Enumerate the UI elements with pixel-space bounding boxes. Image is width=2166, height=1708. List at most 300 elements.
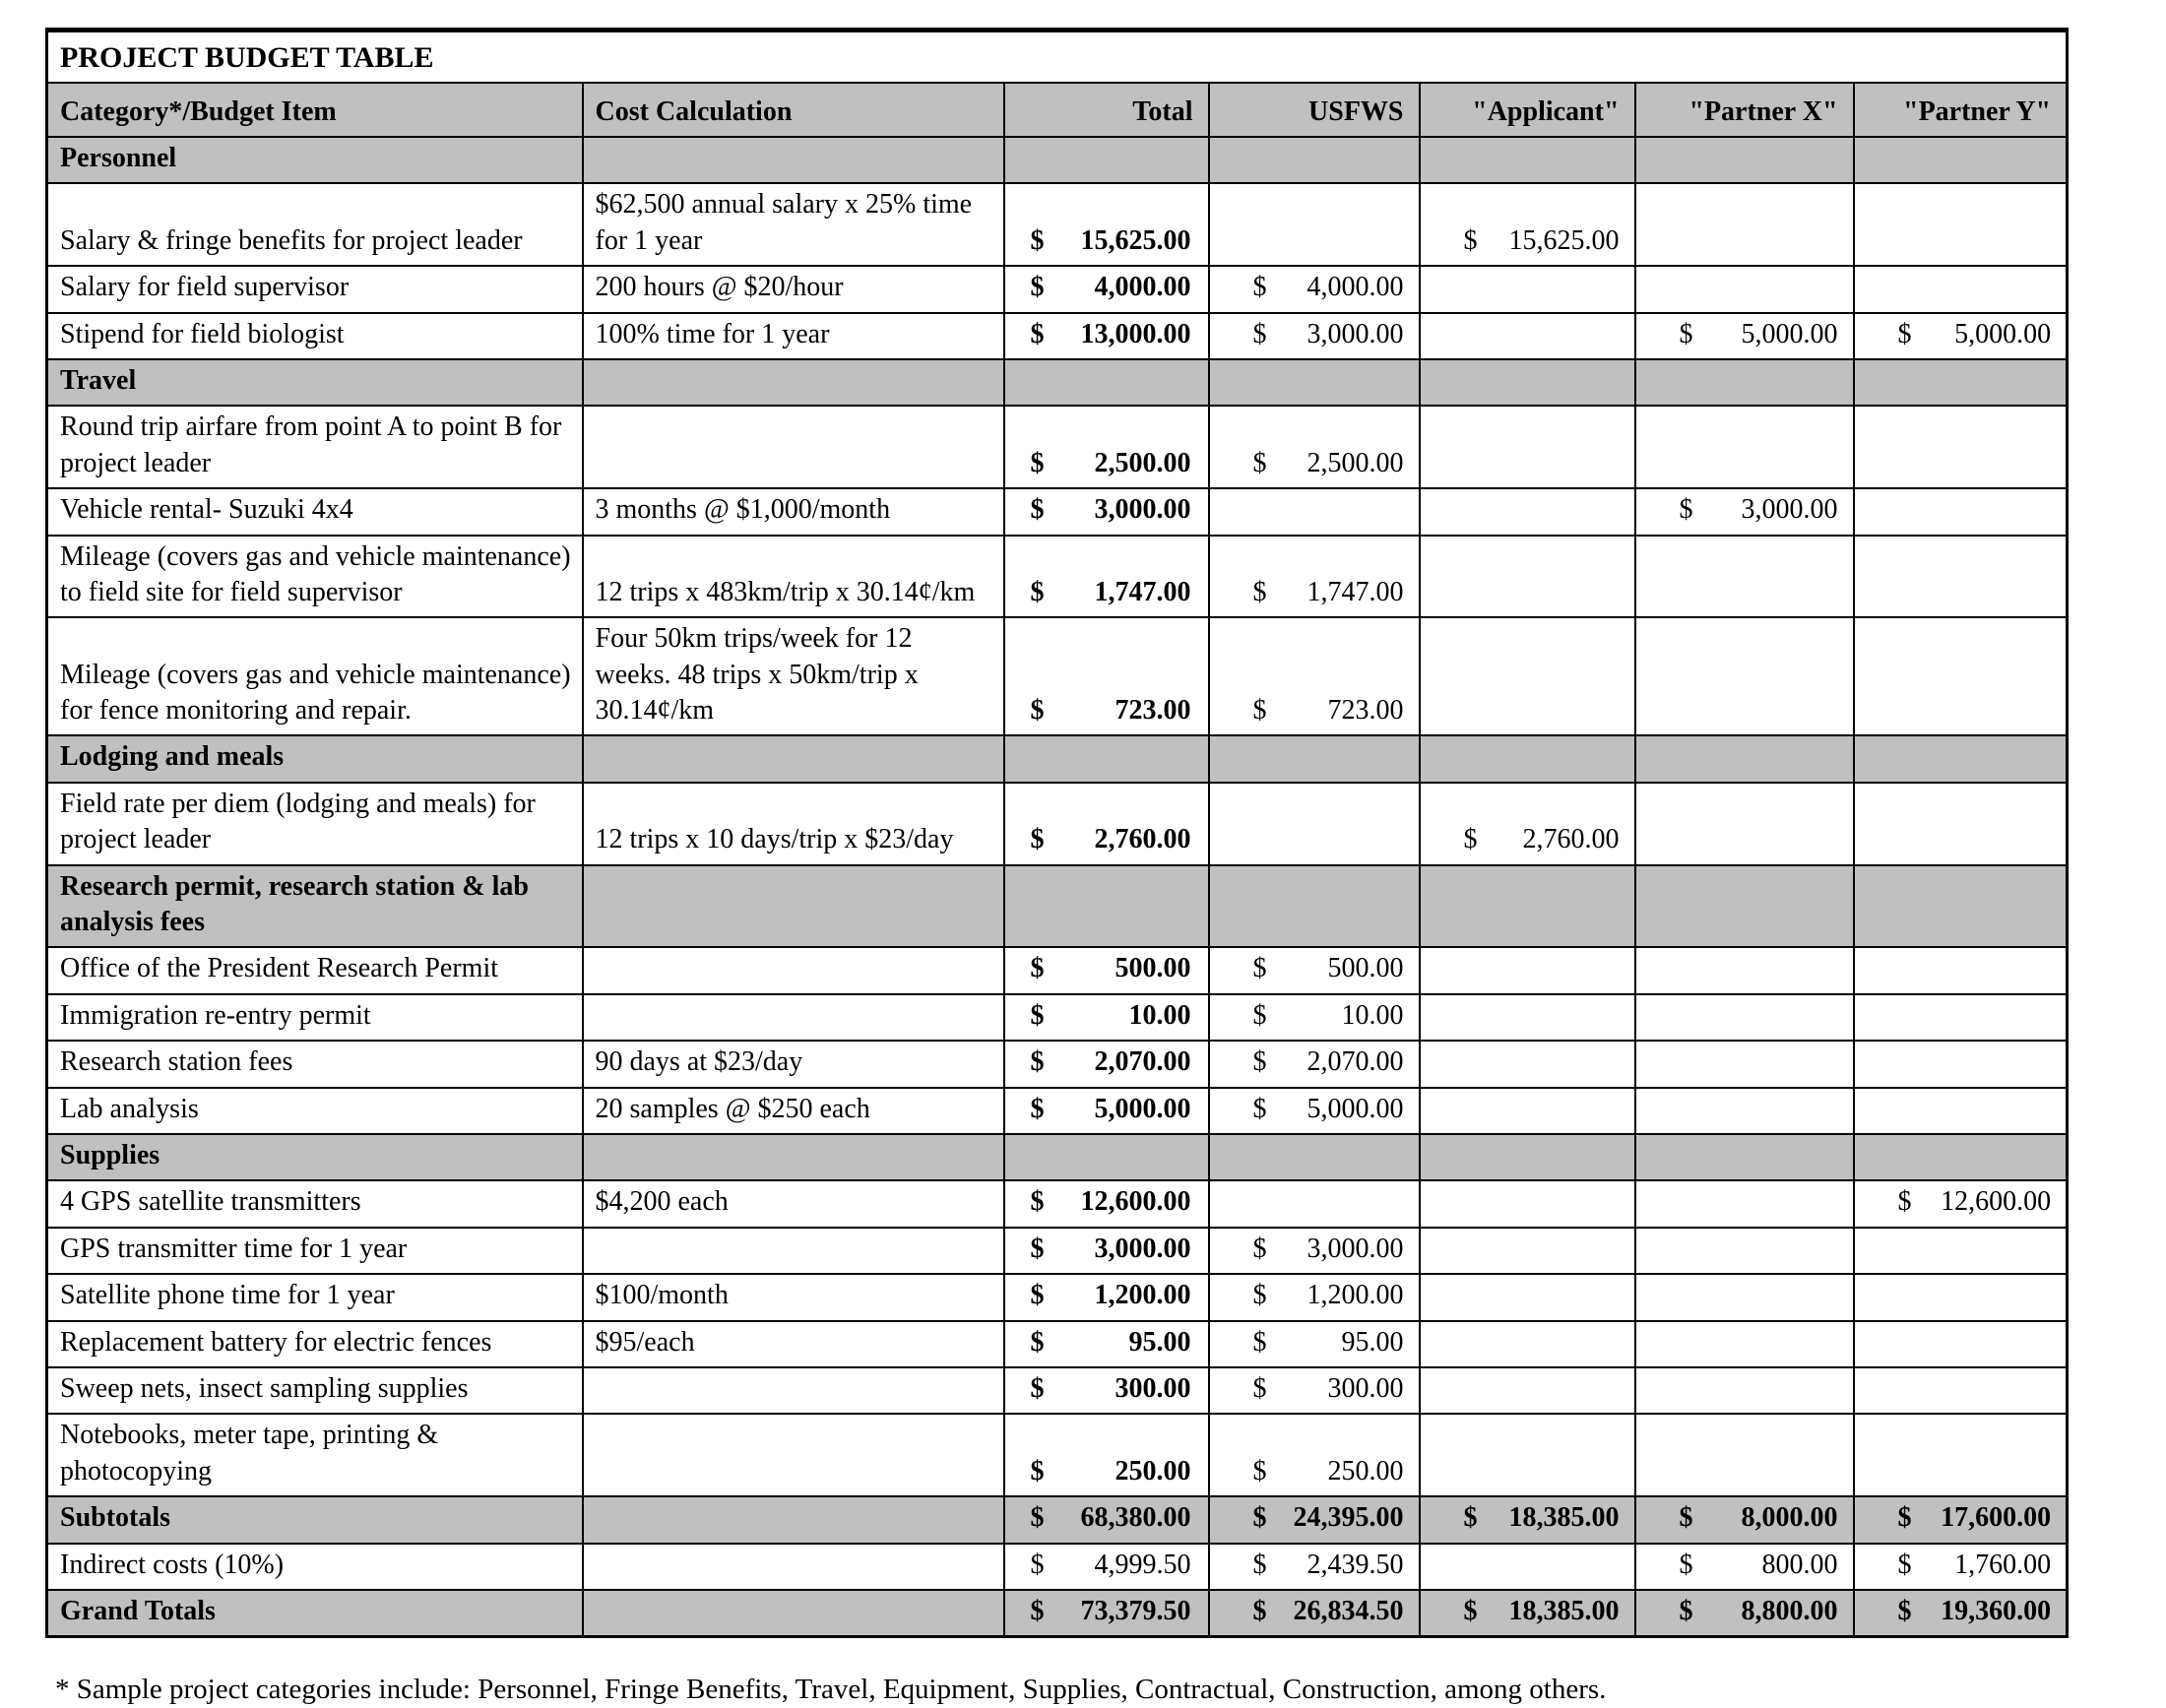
currency-symbol: $ (1030, 224, 1045, 256)
currency-symbol: $ (1897, 1595, 1912, 1626)
column-header-cost-calculation: Cost Calculation (583, 83, 1004, 137)
cost-calc-cell (583, 359, 1004, 406)
category-cell: Subtotals (47, 1496, 583, 1543)
partner-x-cell (1635, 313, 1854, 359)
partner-x-cell (1635, 865, 1854, 948)
total-cell (1004, 1544, 1209, 1590)
usfws-cell (1209, 1367, 1420, 1414)
amount-value: 300.00 (1327, 1372, 1404, 1404)
section-row (47, 359, 2068, 406)
applicant-cell (1420, 1367, 1635, 1414)
usfws-cell (1209, 1544, 1420, 1590)
project-budget-table (45, 28, 2069, 1638)
applicant-cell (1420, 947, 1635, 993)
applicant-cell (1420, 1274, 1635, 1320)
currency-symbol: $ (1252, 953, 1267, 984)
currency-symbol: $ (1030, 318, 1045, 349)
amount-value: 12,600.00 (1941, 1186, 2052, 1218)
partner-y-cell (1854, 137, 2068, 183)
subtotal-row (47, 1496, 2068, 1543)
applicant-cell (1420, 1414, 1635, 1496)
category-cell: GPS transmitter time for 1 year (47, 1228, 583, 1274)
cost-calc-cell: Four 50km trips/week for 12 weeks. 48 trips x 50km/trip x 30.14¢/km (583, 617, 1004, 735)
category-cell: Supplies (47, 1134, 583, 1180)
currency-symbol: $ (1030, 576, 1045, 607)
currency-symbol: $ (1252, 1455, 1267, 1487)
total-cell (1004, 1134, 1209, 1180)
category-cell: Mileage (covers gas and vehicle maintenance) to field site for field supervisor (47, 536, 583, 618)
applicant-cell (1420, 617, 1635, 735)
partner-y-cell (1854, 947, 2068, 993)
amount-value: 250.00 (1115, 1455, 1191, 1487)
total-cell (1004, 266, 1209, 312)
section-row (47, 137, 2068, 183)
partner-x-cell (1635, 359, 1854, 406)
currency-symbol: $ (1252, 1233, 1267, 1264)
cost-calc-cell: $4,200 each (583, 1180, 1004, 1227)
total-cell (1004, 313, 1209, 359)
amount-value: 2,500.00 (1306, 447, 1404, 478)
partner-x-cell (1635, 1414, 1854, 1496)
cost-calc-cell: 12 trips x 483km/trip x 30.14¢/km (583, 536, 1004, 618)
amount-value: 2,760.00 (1094, 824, 1191, 855)
applicant-cell (1420, 359, 1635, 406)
item-row (47, 1180, 2068, 1227)
usfws-cell (1209, 1228, 1420, 1274)
partner-x-cell (1635, 1544, 1854, 1590)
section-row (47, 1134, 2068, 1180)
partner-y-cell (1854, 1367, 2068, 1414)
usfws-cell (1209, 1496, 1420, 1543)
amount-value: 250.00 (1327, 1455, 1404, 1487)
category-cell: Office of the President Research Permit (47, 947, 583, 993)
currency-symbol: $ (1679, 1595, 1693, 1626)
cost-calc-cell (583, 865, 1004, 948)
applicant-cell (1420, 406, 1635, 488)
partner-x-cell (1635, 783, 1854, 865)
currency-symbol: $ (1030, 1372, 1045, 1404)
currency-symbol: $ (1252, 1372, 1267, 1404)
usfws-cell (1209, 1414, 1420, 1496)
cost-calc-cell (583, 735, 1004, 782)
usfws-cell (1209, 137, 1420, 183)
amount-value: 1,747.00 (1306, 576, 1404, 607)
item-row (47, 313, 2068, 359)
applicant-cell (1420, 1496, 1635, 1543)
currency-symbol: $ (1252, 318, 1267, 349)
currency-symbol: $ (1897, 318, 1912, 349)
amount-value: 26,834.50 (1293, 1595, 1404, 1626)
category-cell: Round trip airfare from point A to point B for project leader (47, 406, 583, 488)
cost-calc-cell (583, 1367, 1004, 1414)
currency-symbol: $ (1030, 1549, 1045, 1580)
total-cell (1004, 183, 1209, 266)
partner-x-cell (1635, 137, 1854, 183)
cost-calc-cell: $100/month (583, 1274, 1004, 1320)
amount-value: 5,000.00 (1306, 1093, 1404, 1124)
amount-value: 12,600.00 (1080, 1186, 1191, 1218)
amount-value: 13,000.00 (1080, 318, 1191, 349)
amount-value: 2,760.00 (1522, 824, 1620, 855)
item-row (47, 1274, 2068, 1320)
applicant-cell (1420, 1134, 1635, 1180)
cost-calc-cell (583, 1228, 1004, 1274)
amount-value: 1,200.00 (1306, 1280, 1404, 1311)
total-cell (1004, 994, 1209, 1041)
applicant-cell (1420, 994, 1635, 1041)
applicant-cell (1420, 1544, 1635, 1590)
cost-calc-cell (583, 137, 1004, 183)
total-cell (1004, 137, 1209, 183)
amount-value: 3,000.00 (1094, 494, 1191, 526)
footnote: * Sample project categories include: Personnel, Fringe Benefits, Travel, Equipment, Supplies, Contractual, Construction, among others. (55, 1674, 1607, 1706)
table-title: PROJECT BUDGET TABLE (47, 31, 2068, 84)
usfws-cell (1209, 865, 1420, 948)
amount-value: 95.00 (1341, 1326, 1404, 1358)
currency-symbol: $ (1679, 1549, 1693, 1580)
currency-symbol: $ (1252, 576, 1267, 607)
partner-y-cell (1854, 1274, 2068, 1320)
partner-y-cell (1854, 865, 2068, 948)
usfws-cell (1209, 488, 1420, 535)
usfws-cell (1209, 359, 1420, 406)
category-cell: Research permit, research station & lab analysis fees (47, 865, 583, 948)
category-cell: Immigration re-entry permit (47, 994, 583, 1041)
usfws-cell (1209, 1088, 1420, 1134)
applicant-cell (1420, 1088, 1635, 1134)
currency-symbol: $ (1030, 824, 1045, 855)
item-row (47, 1367, 2068, 1414)
applicant-cell (1420, 536, 1635, 618)
total-cell (1004, 406, 1209, 488)
amount-value: 24,395.00 (1293, 1502, 1404, 1534)
item-row (47, 1228, 2068, 1274)
currency-symbol: $ (1679, 318, 1693, 349)
total-cell (1004, 1590, 1209, 1637)
applicant-cell (1420, 137, 1635, 183)
partner-y-cell (1854, 1228, 2068, 1274)
partner-x-cell (1635, 183, 1854, 266)
usfws-cell (1209, 735, 1420, 782)
amount-value: 723.00 (1327, 695, 1404, 727)
cost-calc-cell (583, 994, 1004, 1041)
amount-value: 73,379.50 (1080, 1595, 1191, 1626)
amount-value: 500.00 (1327, 953, 1404, 984)
currency-symbol: $ (1252, 695, 1267, 727)
total-cell (1004, 947, 1209, 993)
column-header-total: Total (1004, 83, 1209, 137)
item-row (47, 1321, 2068, 1367)
amount-value: 500.00 (1115, 953, 1191, 984)
partner-y-cell (1854, 1496, 2068, 1543)
applicant-cell (1420, 1590, 1635, 1637)
applicant-cell (1420, 865, 1635, 948)
amount-value: 5,000.00 (1741, 318, 1838, 349)
item-row (47, 406, 2068, 488)
partner-x-cell (1635, 1274, 1854, 1320)
usfws-cell (1209, 1321, 1420, 1367)
amount-value: 5,000.00 (1094, 1093, 1191, 1124)
category-cell: Mileage (covers gas and vehicle maintenance) for fence monitoring and repair. (47, 617, 583, 735)
partner-y-cell (1854, 783, 2068, 865)
amount-value: 17,600.00 (1941, 1502, 2052, 1534)
item-row (47, 1041, 2068, 1087)
currency-symbol: $ (1030, 272, 1045, 303)
amount-value: 95.00 (1128, 1326, 1191, 1358)
currency-symbol: $ (1030, 1186, 1045, 1218)
currency-symbol: $ (1679, 1502, 1693, 1534)
usfws-cell (1209, 994, 1420, 1041)
partner-x-cell (1635, 1590, 1854, 1637)
cost-calc-cell: 200 hours @ $20/hour (583, 266, 1004, 312)
applicant-cell (1420, 183, 1635, 266)
amount-value: 2,070.00 (1306, 1046, 1404, 1078)
partner-y-cell (1854, 536, 2068, 618)
amount-value: 8,800.00 (1741, 1595, 1838, 1626)
total-cell (1004, 1414, 1209, 1496)
amount-value: 8,000.00 (1741, 1502, 1838, 1534)
total-cell (1004, 1088, 1209, 1134)
category-cell: Travel (47, 359, 583, 406)
category-cell: Personnel (47, 137, 583, 183)
category-cell: Indirect costs (10%) (47, 1544, 583, 1590)
total-cell (1004, 1228, 1209, 1274)
amount-value: 5,000.00 (1954, 318, 2052, 349)
partner-y-cell (1854, 1180, 2068, 1227)
amount-value: 1,747.00 (1094, 576, 1191, 607)
amount-value: 3,000.00 (1306, 1233, 1404, 1264)
total-cell (1004, 735, 1209, 782)
cost-calc-cell (583, 947, 1004, 993)
currency-symbol: $ (1463, 224, 1478, 256)
currency-symbol: $ (1030, 695, 1045, 727)
partner-x-cell (1635, 1228, 1854, 1274)
amount-value: 10.00 (1341, 999, 1404, 1031)
partner-y-cell (1854, 313, 2068, 359)
currency-symbol: $ (1030, 999, 1045, 1031)
amount-value: 4,000.00 (1094, 272, 1191, 303)
partner-y-cell (1854, 406, 2068, 488)
category-cell: Salary & fringe benefits for project leader (47, 183, 583, 266)
plain-row (47, 1544, 2068, 1590)
applicant-cell (1420, 783, 1635, 865)
partner-y-cell (1854, 1544, 2068, 1590)
currency-symbol: $ (1030, 953, 1045, 984)
category-cell: Grand Totals (47, 1590, 583, 1637)
currency-symbol: $ (1463, 1502, 1478, 1534)
currency-symbol: $ (1030, 1502, 1045, 1534)
usfws-cell (1209, 783, 1420, 865)
partner-x-cell (1635, 617, 1854, 735)
currency-symbol: $ (1463, 1595, 1478, 1626)
partner-x-cell (1635, 488, 1854, 535)
cost-calc-cell (583, 1134, 1004, 1180)
partner-x-cell (1635, 266, 1854, 312)
cost-calc-cell: 20 samples @ $250 each (583, 1088, 1004, 1134)
partner-y-cell (1854, 183, 2068, 266)
partner-y-cell (1854, 1321, 2068, 1367)
item-row (47, 536, 2068, 618)
currency-symbol: $ (1679, 494, 1693, 526)
currency-symbol: $ (1030, 447, 1045, 478)
currency-symbol: $ (1252, 999, 1267, 1031)
amount-value: 3,000.00 (1306, 318, 1404, 349)
currency-symbol: $ (1897, 1549, 1912, 1580)
partner-y-cell (1854, 359, 2068, 406)
budget-table-body (47, 137, 2068, 1637)
applicant-cell (1420, 1041, 1635, 1087)
currency-symbol: $ (1030, 1595, 1045, 1626)
column-header-category: Category*/Budget Item (47, 83, 583, 137)
partner-y-cell (1854, 735, 2068, 782)
cost-calc-cell: 100% time for 1 year (583, 313, 1004, 359)
amount-value: 3,000.00 (1741, 494, 1838, 526)
amount-value: 1,200.00 (1094, 1280, 1191, 1311)
applicant-cell (1420, 266, 1635, 312)
section-row (47, 865, 2068, 948)
partner-x-cell (1635, 1321, 1854, 1367)
total-cell (1004, 1180, 1209, 1227)
partner-y-cell (1854, 994, 2068, 1041)
total-cell (1004, 617, 1209, 735)
item-row (47, 1414, 2068, 1496)
amount-value: 15,625.00 (1080, 224, 1191, 256)
usfws-cell (1209, 947, 1420, 993)
column-header-row (47, 83, 2068, 137)
partner-x-cell (1635, 1367, 1854, 1414)
cost-calc-cell: $62,500 annual salary x 25% time for 1 year (583, 183, 1004, 266)
item-row (47, 266, 2068, 312)
total-cell (1004, 1496, 1209, 1543)
category-cell: Satellite phone time for 1 year (47, 1274, 583, 1320)
column-header-partner-y: "Partner Y" (1854, 83, 2068, 137)
usfws-cell (1209, 1274, 1420, 1320)
total-cell (1004, 1321, 1209, 1367)
partner-y-cell (1854, 266, 2068, 312)
cost-calc-cell: 12 trips x 10 days/trip x $23/day (583, 783, 1004, 865)
category-cell: 4 GPS satellite transmitters (47, 1180, 583, 1227)
partner-x-cell (1635, 1496, 1854, 1543)
currency-symbol: $ (1252, 447, 1267, 478)
amount-value: 15,625.00 (1508, 224, 1620, 256)
amount-value: 4,999.50 (1094, 1549, 1191, 1580)
partner-x-cell (1635, 1134, 1854, 1180)
cost-calc-cell (583, 1414, 1004, 1496)
currency-symbol: $ (1030, 1455, 1045, 1487)
applicant-cell (1420, 1228, 1635, 1274)
usfws-cell (1209, 1180, 1420, 1227)
usfws-cell (1209, 536, 1420, 618)
currency-symbol: $ (1030, 1233, 1045, 1264)
amount-value: 723.00 (1115, 695, 1191, 727)
item-row (47, 617, 2068, 735)
usfws-cell (1209, 1041, 1420, 1087)
currency-symbol: $ (1030, 1093, 1045, 1124)
amount-value: 68,380.00 (1080, 1502, 1191, 1534)
currency-symbol: $ (1252, 1093, 1267, 1124)
currency-symbol: $ (1030, 1326, 1045, 1358)
category-cell: Lodging and meals (47, 735, 583, 782)
cost-calc-cell (583, 1496, 1004, 1543)
usfws-cell (1209, 266, 1420, 312)
total-cell (1004, 783, 1209, 865)
column-header-applicant: "Applicant" (1420, 83, 1635, 137)
partner-y-cell (1854, 1041, 2068, 1087)
partner-y-cell (1854, 488, 2068, 535)
cost-calc-cell: 3 months @ $1,000/month (583, 488, 1004, 535)
partner-y-cell (1854, 1414, 2068, 1496)
applicant-cell (1420, 735, 1635, 782)
applicant-cell (1420, 1321, 1635, 1367)
total-cell (1004, 536, 1209, 618)
column-header-usfws: USFWS (1209, 83, 1420, 137)
currency-symbol: $ (1252, 1549, 1267, 1580)
currency-symbol: $ (1252, 1502, 1267, 1534)
partner-x-cell (1635, 994, 1854, 1041)
category-cell: Salary for field supervisor (47, 266, 583, 312)
category-cell: Replacement battery for electric fences (47, 1321, 583, 1367)
amount-value: 2,500.00 (1094, 447, 1191, 478)
table-title-row (47, 31, 2068, 84)
cost-calc-cell: $95/each (583, 1321, 1004, 1367)
partner-x-cell (1635, 1180, 1854, 1227)
partner-y-cell (1854, 617, 2068, 735)
currency-symbol: $ (1252, 1046, 1267, 1078)
cost-calc-cell (583, 1544, 1004, 1590)
amount-value: 18,385.00 (1508, 1595, 1620, 1626)
amount-value: 2,070.00 (1094, 1046, 1191, 1078)
item-row (47, 947, 2068, 993)
total-cell (1004, 488, 1209, 535)
partner-x-cell (1635, 735, 1854, 782)
applicant-cell (1420, 1180, 1635, 1227)
amount-value: 800.00 (1761, 1549, 1838, 1580)
item-row (47, 1088, 2068, 1134)
amount-value: 4,000.00 (1306, 272, 1404, 303)
amount-value: 2,439.50 (1306, 1549, 1404, 1580)
amount-value: 3,000.00 (1094, 1233, 1191, 1264)
partner-x-cell (1635, 1041, 1854, 1087)
partner-x-cell (1635, 1088, 1854, 1134)
usfws-cell (1209, 1134, 1420, 1180)
category-cell: Field rate per diem (lodging and meals) for project leader (47, 783, 583, 865)
category-cell: Sweep nets, insect sampling supplies (47, 1367, 583, 1414)
amount-value: 300.00 (1115, 1372, 1191, 1404)
category-cell: Stipend for field biologist (47, 313, 583, 359)
total-cell (1004, 1041, 1209, 1087)
currency-symbol: $ (1252, 272, 1267, 303)
currency-symbol: $ (1252, 1326, 1267, 1358)
total-cell (1004, 359, 1209, 406)
partner-y-cell (1854, 1590, 2068, 1637)
amount-value: 19,360.00 (1941, 1595, 2052, 1626)
category-cell: Research station fees (47, 1041, 583, 1087)
usfws-cell (1209, 406, 1420, 488)
currency-symbol: $ (1252, 1280, 1267, 1311)
grand-total-row (47, 1590, 2068, 1637)
total-cell (1004, 1367, 1209, 1414)
currency-symbol: $ (1030, 1046, 1045, 1078)
column-header-partner-x: "Partner X" (1635, 83, 1854, 137)
total-cell (1004, 1274, 1209, 1320)
total-cell (1004, 865, 1209, 948)
item-row (47, 183, 2068, 266)
currency-symbol: $ (1252, 1595, 1267, 1626)
category-cell: Notebooks, meter tape, printing & photocopying (47, 1414, 583, 1496)
currency-symbol: $ (1030, 1280, 1045, 1311)
applicant-cell (1420, 313, 1635, 359)
usfws-cell (1209, 617, 1420, 735)
